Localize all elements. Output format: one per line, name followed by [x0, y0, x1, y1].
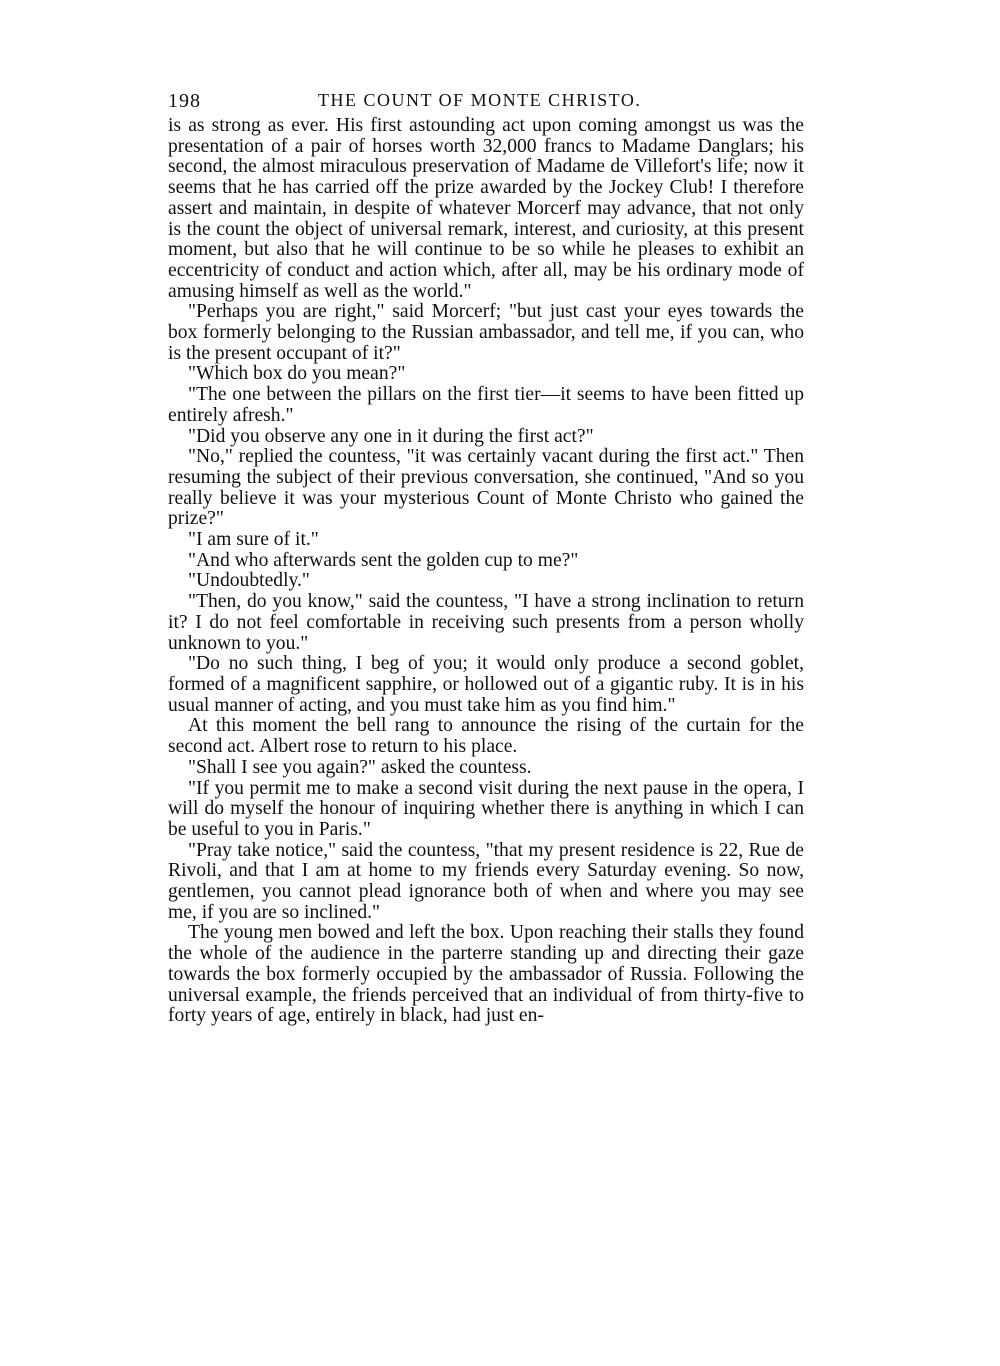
paragraph: "And who afterwards sent the golden cup to me?" [188, 549, 579, 571]
paragraph: "Undoubtedly." [188, 570, 310, 592]
paragraph: "No," replied the countess, "it was certainly vacant during the first act." Then resuming the subject of their previous conversation, she continued, "And so you really believe it was your mysterious Count of Monte Christo who gained the prize?" [168, 446, 804, 530]
paragraph: "Pray take notice," said the countess, "that my present residence is 22, Rue de Rivoli, and that I am at home to my friends every Saturday evening. So now, gentlemen, you cannot plead ignorance both of when and where you may see me, if you are so inclined." [168, 839, 804, 923]
paragraph: "The one between the pillars on the first tier—it seems to have been fitted up entirely afresh." [168, 384, 804, 426]
paragraph: "Then, do you know," said the countess, "I have a strong inclination to return it? I do not feel comfortable in receiving such presents from a person wholly unknown to you." [168, 591, 804, 654]
paragraph: The young men bowed and left the box. Upon reaching their stalls they found the whole of the audience in the parterre standing up and directing their gaze towards the box formerly occupied by the ambassador of Russia. Following the universal example, the friends perceived that an individual of from thirty-five to forty years of age, entirely in black, had just en- [168, 922, 804, 1027]
page-header [168, 86, 804, 116]
page-number: 198 [168, 90, 201, 112]
paragraph: "Which box do you mean?" [188, 363, 406, 385]
running-title: THE COUNT OF MONTE CHRISTO. [318, 90, 642, 110]
paragraph: "If you permit me to make a second visit during the next pause in the opera, I will do myself the honour of inquiring whether there is anything in which I can be useful to you in Paris." [168, 777, 804, 840]
paragraph: "Shall I see you again?" asked the countess. [188, 756, 532, 778]
body-text [168, 116, 804, 1027]
paragraph: "Did you observe any one in it during the first act?" [188, 425, 594, 447]
paragraph: is as strong as ever. His first astounding act upon coming amongst us was the presentation of a pair of horses worth 32,000 francs to Madame Danglars; his second, the almost miraculous preservation of Madame de Villefort's life; now it seems that he has carried off the prize awarded by the Jockey Club! I therefore assert and maintain, in despite of whatever Morcerf may advance, that not only is the count the object of universal remark, interest, and curiosity, at this present moment, but also that he will continue to be so while he pleases to exhibit an eccentricity of conduct and action which, after all, may be his ordinary mode of amusing himself as well as the world." [168, 115, 804, 302]
paragraph: "Perhaps you are right," said Morcerf; "but just cast your eyes towards the box formerly belonging to the Russian ambassador, and tell me, if you can, who is the present occupant of it?" [168, 301, 804, 364]
paragraph: "I am sure of it." [188, 529, 319, 551]
paragraph: At this moment the bell rang to announce the rising of the curtain for the second act. Albert rose to return to his place. [168, 715, 804, 758]
paragraph: "Do no such thing, I beg of you; it would only produce a second goblet, formed of a magnificent sapphire, or hollowed out of a gigantic ruby. It is in his usual manner of acting, and you must take him as you find him." [168, 653, 804, 716]
